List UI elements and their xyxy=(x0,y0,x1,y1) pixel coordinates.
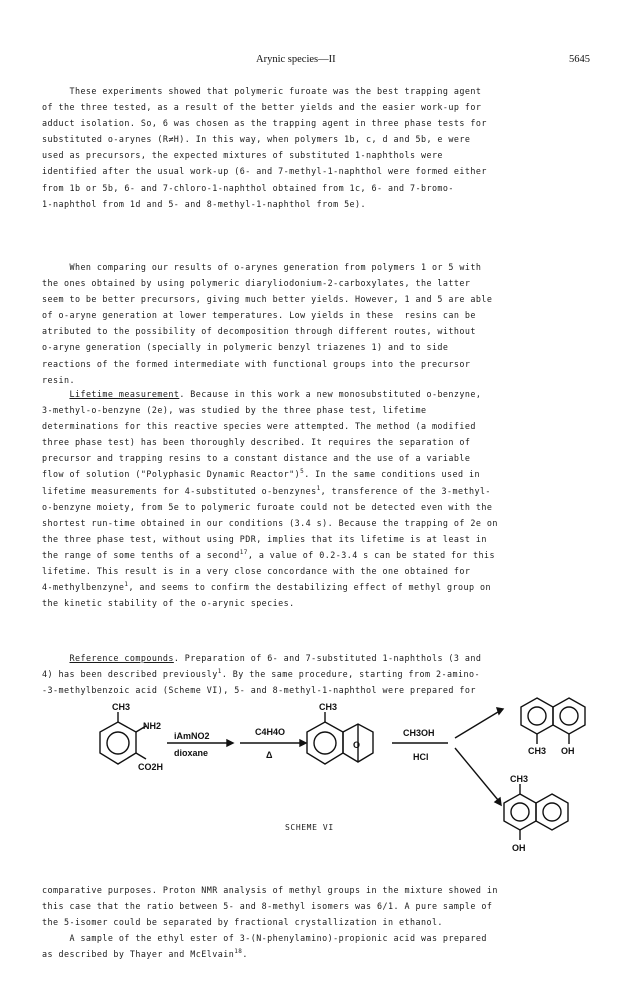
citation-sup: 1 xyxy=(217,668,222,676)
text-line: These experiments showed that polymeric furoate was the best trapping agent xyxy=(42,86,482,96)
text-line: this case that the ratio between 5- and 8-methyl isomers was 6/1. A pure sample of xyxy=(42,901,493,912)
text-line: seem to be better precursors, giving much better yields. However, 1 and 5 are able xyxy=(42,294,493,305)
oh-label: OH xyxy=(561,746,575,756)
text-line: substituted o-arynes (R≠H). In this way, when polymers 1b, c, d and 5b, e were xyxy=(42,134,471,145)
text-line: used as precursors, the expected mixtures of substituted 1-naphthols were xyxy=(42,150,443,161)
paragraph-trapping-agent xyxy=(42,83,594,212)
text-line: adduct isolation. So, 6 was chosen as the trapping agent in three phase tests for xyxy=(42,118,487,129)
paragraph-comparison xyxy=(42,259,594,388)
text-line: identified after the usual work-up (6- and 7-methyl-1-naphthol were formed either xyxy=(42,166,487,177)
page-number: 5645 xyxy=(569,54,590,65)
reagent-dioxane: dioxane xyxy=(174,748,209,758)
section-heading-reference: Reference compounds xyxy=(69,653,174,663)
paragraph-lifetime-measurement: Lifetime measurement. Because in this work a new monosubstituted o-benzyne, 3-methyl-o-benzyne (2e), was studied by the three phase test, lifetime determinations for this reactive species were attempted. The method (a modified three phase test) has been thoroughly described. It requires the separation of precursor and trapping resins to a constant distance and the use of a variable flow of solution ("Polyphasic Dynamic Reactor")$^5$. In the same conditions used in lifetime measurements for 4-substituted o-benzynes$^1$, transference of the 3-methyl- o-benzyne moiety, from 5e to polymeric furoate could not be detected even with the shortest run-time obtained in our conditions (3.4 s). Because the trapping of 2e on the three phase test, without using PDR, implies that its lifetime is at least in the range of some tenths of a second$^{17}$, a value of 0.2-3.4 s can be stated for this lifetime. This result is in a very close concordance with the one obtained for 4-methylbenzyne$^1$, and seems to confirm the destabilizing effect of methyl group on the kinetic stability of the o-arynic species. xyxy=(42,389,498,609)
co2h-label: CO2H xyxy=(138,762,164,772)
text-line: A sample of the ethyl ester of 3-(N-phenylamino)-propionic acid was prepared xyxy=(42,933,487,944)
text-line: of o-aryne generation at lower temperatures. Low yields in these resins can be xyxy=(42,310,476,321)
text-line: When comparing our results of o-arynes generation from polymers 1 or 5 with xyxy=(42,262,482,272)
reagent-hcl: HCl xyxy=(413,752,429,762)
paragraph-nmr-analysis: comparative purposes. Proton NMR analysis of methyl groups in the mixture showed in this case that the ratio between 5- and 8-methyl isomers was 6/1. A pure sample of the 5-isomer could be separated by fractional crystallization in ethanol. A sample of the ethyl ester of 3-(N-phenylamino)-propionic acid was prepared as described by Thayer and McElvain$^{18}$. xyxy=(42,885,498,960)
text-line: atributed to the possibility of decomposition through different routes, without xyxy=(42,326,476,337)
citation-sup: 18 xyxy=(234,948,243,956)
citation-sup: 1 xyxy=(124,581,129,589)
ch3-label: CH3 xyxy=(112,702,131,712)
text-line: comparative purposes. Proton NMR analysis of methyl groups in the mixture showed in xyxy=(42,885,498,895)
ch3-label: CH3 xyxy=(510,774,529,784)
oxygen-bridge-label: O xyxy=(353,740,361,750)
section-heading-lifetime: Lifetime measurement xyxy=(69,389,180,399)
text-line: resin. xyxy=(42,374,75,385)
text-line: the ones obtained by using polymeric diaryliodonium-2-carboxylates, the latter xyxy=(42,278,471,289)
scheme-caption: SCHEME VI xyxy=(285,823,334,832)
text-line: 1-naphthol from 1d and 5- and 8-methyl-1-naphthol from 5e). xyxy=(42,198,367,209)
citation-sup: 17 xyxy=(239,549,248,557)
text-line: reactions of the formed intermediate with functional groups into the precursor xyxy=(42,358,471,369)
nh2-label: NH2 xyxy=(143,721,162,731)
ch3-label: CH3 xyxy=(319,702,338,712)
reagent-heat: Δ xyxy=(266,750,273,760)
citation-sup: 1 xyxy=(316,484,321,492)
text-line: from 1b or 5b, 6- and 7-chloro-1-naphthol obtained from 1c, 6- and 7-bromo- xyxy=(42,182,454,193)
reagent-isoamyl-nitrite: iAmNO2 xyxy=(174,731,210,741)
text-line: of the three tested, as a result of the better yields and the easier work-up for xyxy=(42,102,482,113)
ch3-label: CH3 xyxy=(528,746,547,756)
running-header-title: Arynic species—II xyxy=(256,54,336,65)
text-line: the 5-isomer could be separated by fractional crystallization in ethanol. xyxy=(42,917,443,928)
reagent-furan: C4H4O xyxy=(255,727,286,737)
text-line: as described by Thayer and McElvain xyxy=(42,949,235,960)
text-line: o-aryne generation (specially in polymeric benzyl triazenes 1) and to side xyxy=(42,342,449,353)
paragraph-reference-compounds: Reference compounds. Preparation of 6- and 7-substituted 1-naphthols (3 and 4) has been described previously$^1$. By the same procedure, starting from 2-amino- -3-methylbenzoic acid (Scheme VI), 5- and 8-methyl-1-naphthol were prepared for xyxy=(42,653,482,696)
oh-label: OH xyxy=(512,843,526,853)
citation-sup: 5 xyxy=(300,468,305,476)
reagent-methanol: CH3OH xyxy=(403,728,435,738)
